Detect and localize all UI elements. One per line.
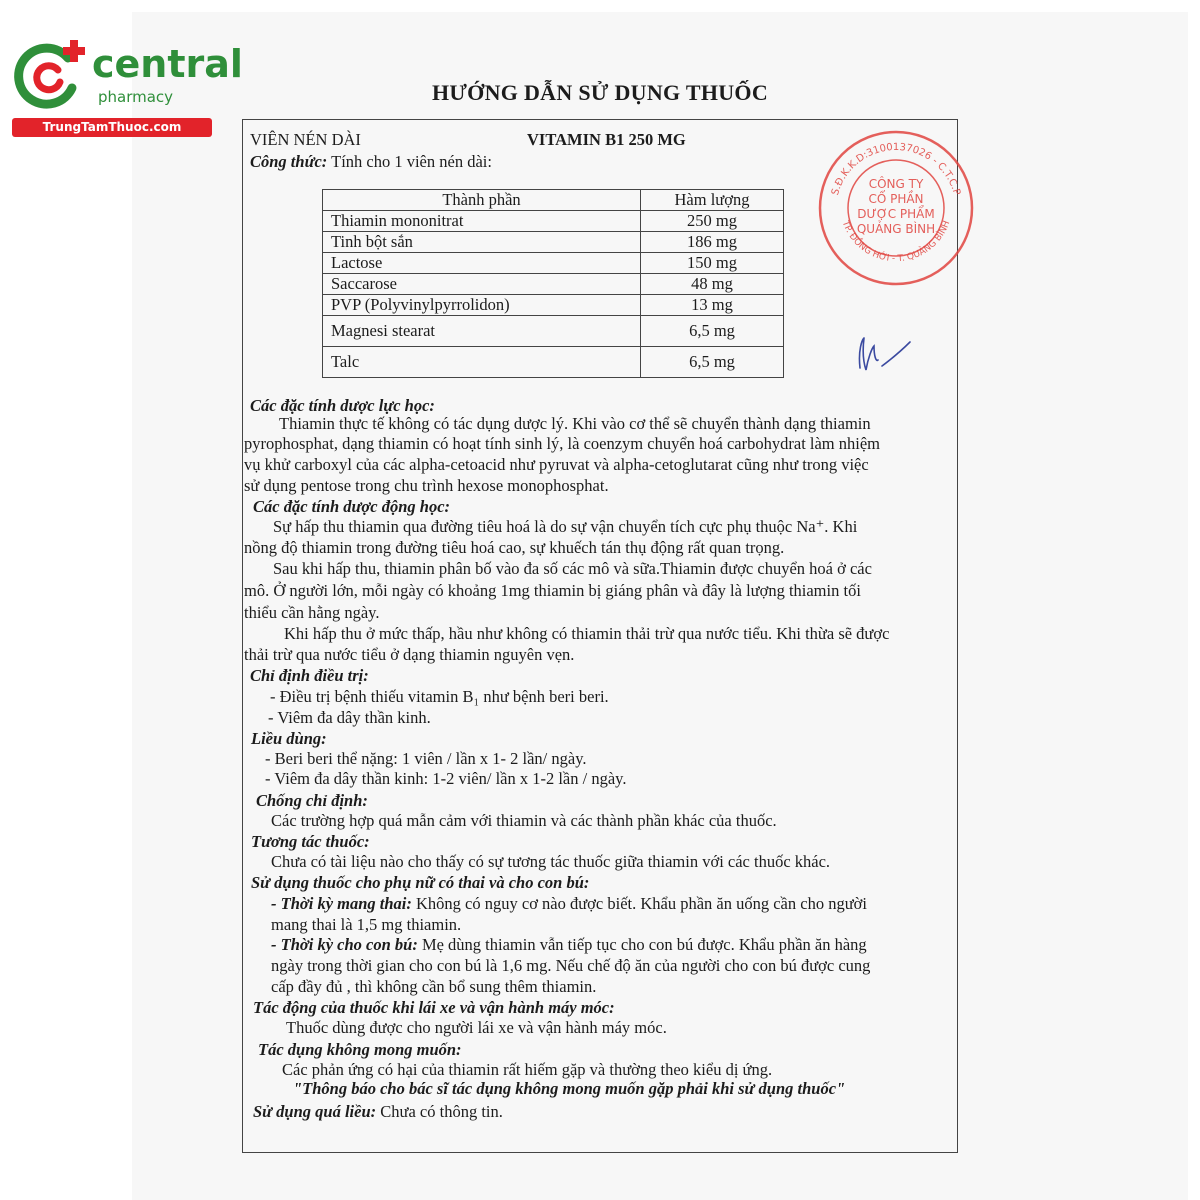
body-line: pyrophosphat, dạng thiamin có hoạt tính sinh lý, là coenzym chuyển hoá carbohydrat làm nhiệm bbox=[244, 434, 881, 453]
amount-cell: 13 mg bbox=[641, 295, 784, 316]
body-line: Chưa có tài liệu nào cho thấy có sự tương tác thuốc giữa thiamin với các thuốc khác. bbox=[271, 852, 831, 871]
table-row bbox=[323, 232, 784, 253]
amount-cell: 6,5 mg bbox=[641, 347, 784, 378]
table-row bbox=[323, 253, 784, 274]
section-title: Tác dụng không mong muốn: bbox=[258, 1040, 462, 1059]
seal-line: DƯỢC PHẨM bbox=[857, 207, 935, 221]
body-line bbox=[253, 1101, 503, 1122]
body-text: Chưa có thông tin. bbox=[376, 1102, 503, 1121]
seal-registration-text: S.Đ.K.K.D:3100137026 - C.T.C.P bbox=[829, 141, 963, 197]
section-title: Các đặc tính dược động học: bbox=[253, 497, 451, 516]
column-header: Thành phần bbox=[323, 190, 641, 211]
body-line: sử dụng pentose trong chu trình hexose monophosphat. bbox=[244, 476, 609, 495]
body-line bbox=[271, 934, 867, 955]
dosage-form: VIÊN NÉN DÀI bbox=[250, 130, 361, 149]
logo-brand-name: central bbox=[92, 42, 243, 86]
ingredient-cell: PVP (Polyvinylpyrrolidon) bbox=[323, 295, 641, 316]
body-line: Các trường hợp quá mẫn cảm với thiamin và các thành phần khác của thuốc. bbox=[271, 811, 777, 830]
section-title: Sử dụng thuốc cho phụ nữ có thai và cho con bú: bbox=[251, 873, 590, 892]
amount-cell: 6,5 mg bbox=[641, 316, 784, 347]
body-line: nồng độ thiamin trong đường tiêu hoá cao, sự khuếch tán thụ động rất quan trọng. bbox=[244, 538, 785, 557]
composition-table bbox=[322, 189, 784, 378]
amount-cell: 186 mg bbox=[641, 232, 784, 253]
formula-label: Công thức: bbox=[250, 152, 328, 171]
ingredient-cell: Tinh bột sắn bbox=[323, 232, 641, 253]
section-title: Tác động của thuốc khi lái xe và vận hành máy móc: bbox=[253, 998, 615, 1017]
table-header-row bbox=[323, 190, 784, 211]
amount-cell: 48 mg bbox=[641, 274, 784, 295]
body-line: thải trừ qua nước tiểu ở dạng thiamin nguyên vẹn. bbox=[244, 645, 575, 664]
body-line: cấp đầy đủ , thì không cần bổ sung thêm thiamin. bbox=[271, 977, 597, 996]
seal-line: CÔNG TY bbox=[868, 177, 924, 191]
table-row bbox=[323, 211, 784, 232]
table-row bbox=[323, 295, 784, 316]
subsection-label: - Thời kỳ cho con bú: bbox=[271, 935, 418, 954]
seal-line: QUẢNG BÌNH bbox=[856, 222, 936, 236]
formula-text: Tính cho 1 viên nén dài: bbox=[331, 152, 492, 171]
body-line: mô. Ở người lớn, mỗi ngày có khoảng 1mg thiamin bị giáng phân và đây là lượng thiamin tối bbox=[244, 581, 861, 600]
ingredient-cell: Thiamin mononitrat bbox=[323, 211, 641, 232]
section-title: Tương tác thuốc: bbox=[251, 832, 370, 851]
body-line: - Điều trị bệnh thiếu vitamin B₁ như bệnh beri beri. bbox=[270, 687, 609, 706]
section-title: Các đặc tính dược lực học: bbox=[250, 396, 435, 415]
body-line: Sự hấp thu thiamin qua đường tiêu hoá là do sự vận chuyển tích cực phụ thuộc Na⁺. Khi bbox=[273, 517, 858, 536]
body-line: - Viêm đa dây thần kinh. bbox=[268, 708, 431, 727]
logo-subtitle: pharmacy bbox=[98, 88, 174, 106]
section-title: Liều dùng: bbox=[251, 729, 327, 748]
handwritten-signature bbox=[848, 330, 918, 380]
body-line: vụ khử carboxyl của các alpha-cetoacid như pyruvat và alpha-cetoglutarat cũng như trong việc bbox=[244, 455, 869, 474]
ingredient-cell: Saccarose bbox=[323, 274, 641, 295]
warning-quote: "Thông báo cho bác sĩ tác dụng không mong muốn gặp phải khi sử dụng thuốc" bbox=[293, 1079, 846, 1098]
body-line: Khi hấp thu ở mức thấp, hầu như không có thiamin thải trừ qua nước tiểu. Khi thừa sẽ được bbox=[284, 624, 890, 643]
logo-url-badge[interactable]: TrungTamThuoc.com bbox=[12, 118, 212, 137]
table-row bbox=[323, 347, 784, 378]
document-title: HƯỚNG DẪN SỬ DỤNG THUỐC bbox=[431, 80, 769, 105]
amount-cell: 150 mg bbox=[641, 253, 784, 274]
company-seal-stamp bbox=[816, 128, 976, 288]
seal-line: CỔ PHẦN bbox=[868, 192, 924, 206]
body-line: Các phản ứng có hại của thiamin rất hiếm gặp và thường theo kiểu dị ứng. bbox=[282, 1060, 773, 1079]
body-line: mang thai là 1,5 mg thiamin. bbox=[271, 915, 462, 934]
body-line: Thuốc dùng được cho người lái xe và vận hành máy móc. bbox=[286, 1018, 667, 1037]
overdose-label: Sử dụng quá liều: bbox=[253, 1102, 377, 1121]
column-header: Hàm lượng bbox=[641, 190, 784, 211]
section-title: Chống chỉ định: bbox=[256, 791, 368, 810]
seal-address-text: TP. ĐỒNG HỚI - T. QUẢNG BÌNH bbox=[839, 219, 953, 265]
body-line bbox=[271, 893, 867, 914]
amount-cell: 250 mg bbox=[641, 211, 784, 232]
body-line: Thiamin thực tế không có tác dụng dược lý. Khi vào cơ thể sẽ chuyển thành dạng thiamin bbox=[279, 414, 871, 433]
product-name: VITAMIN B1 250 MG bbox=[527, 130, 686, 149]
body-line: ngày trong thời gian cho con bú là 1,6 mg. Nếu chế độ ăn của người cho con bú được cung bbox=[271, 956, 871, 975]
ingredient-cell: Talc bbox=[323, 347, 641, 378]
body-text: Không có nguy cơ nào được biết. Khẩu phần ăn uống cần cho người bbox=[411, 894, 867, 913]
body-line: - Viêm đa dây thần kinh: 1-2 viên/ lần x 1-2 lần / ngày. bbox=[265, 769, 627, 788]
subsection-label: - Thời kỳ mang thai: bbox=[271, 894, 412, 913]
section-title: Chỉ định điều trị: bbox=[250, 666, 369, 685]
body-line: Sau khi hấp thu, thiamin phân bố vào đa số các mô và sữa.Thiamin được chuyển hoá ở các bbox=[273, 559, 872, 578]
ingredient-cell: Lactose bbox=[323, 253, 641, 274]
table-row bbox=[323, 316, 784, 347]
body-line: - Beri beri thể nặng: 1 viên / lần x 1- 2 lần/ ngày. bbox=[265, 749, 587, 768]
ingredient-cell: Magnesi stearat bbox=[323, 316, 641, 347]
table-row bbox=[323, 274, 784, 295]
body-text: Mẹ dùng thiamin vẫn tiếp tục cho con bú được. Khẩu phần ăn hàng bbox=[417, 935, 867, 954]
formula-line bbox=[250, 151, 492, 172]
body-line: thiểu cần hằng ngày. bbox=[244, 603, 380, 622]
